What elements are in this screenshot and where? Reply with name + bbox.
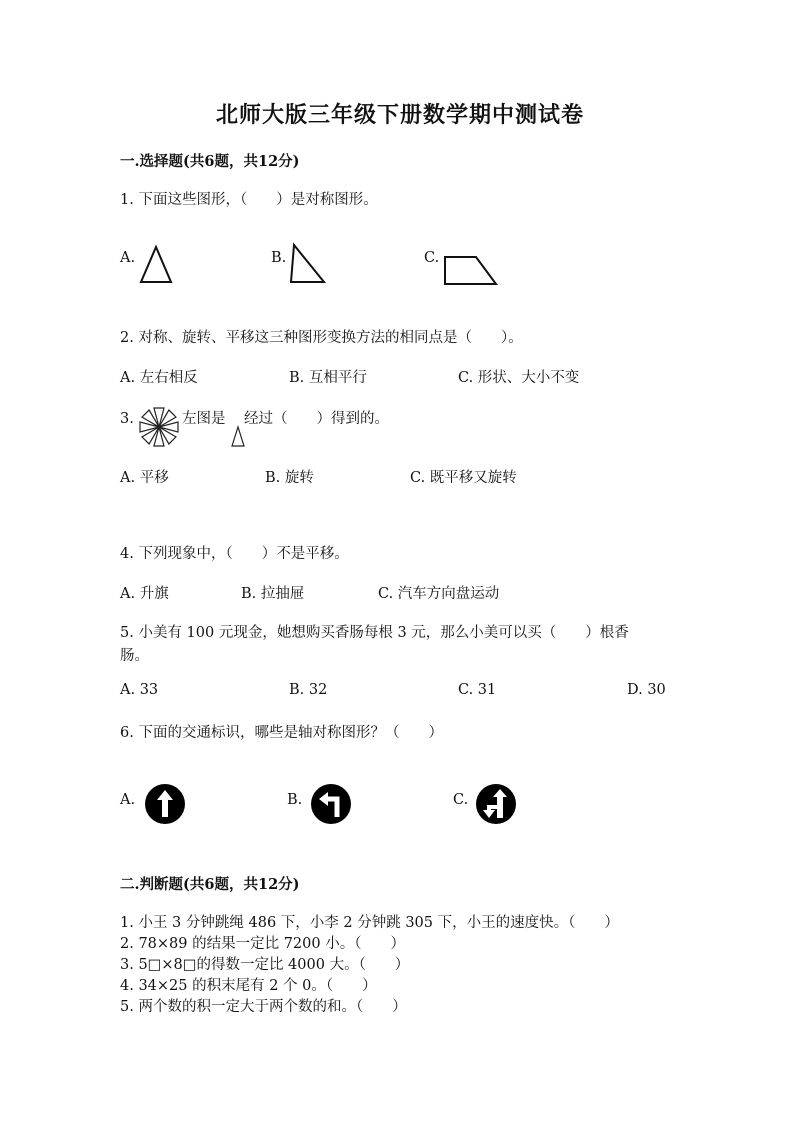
page-title: 北师大版三年级下册数学期中测试卷 <box>215 102 584 128</box>
question-2-option-c: C. 形状、大小不变 <box>458 370 580 386</box>
question-5-option-c: C. 31 <box>458 682 497 698</box>
straight-or-left-sign-icon <box>475 783 517 825</box>
section-heading-judgement: 二.判断题(共6题，共12分) <box>120 876 300 893</box>
question-2-option-a: A. 左右相反 <box>120 370 198 386</box>
question-2-option-b: B. 互相平行 <box>289 370 367 386</box>
straight-arrow-sign-icon <box>144 783 186 825</box>
question-4-text: 4. 下列现象中，（ ）不是平移。 <box>120 546 349 562</box>
question-1-option-a-label: A. <box>120 250 136 266</box>
question-5-option-d: D. 30 <box>627 682 666 698</box>
judgement-item-2: 2. 78×89 的结果一定比 7200 小。（ ） <box>120 936 405 952</box>
question-5-text-line1: 5. 小美有 100 元现金，她想购买香肠每根 3 元，那么小美可以买（ ）根香 <box>120 625 629 641</box>
judgement-item-1: 1. 小王 3 分钟跳绳 486 下，小李 2 分钟跳 305 下，小王的速度快。（ ） <box>120 915 619 931</box>
small-triangle-figure <box>231 426 245 448</box>
left-turn-sign-icon <box>310 783 352 825</box>
judgement-item-4: 4. 34×25 的积末尾有 2 个 0。（ ） <box>120 978 377 994</box>
question-3-number: 3. <box>120 411 134 427</box>
pinwheel-figure <box>137 407 181 447</box>
trapezoid-figure <box>442 256 498 286</box>
question-1-option-b-label: B. <box>271 250 287 266</box>
question-3-text-b: 经过（ ）得到的。 <box>244 411 389 427</box>
question-6-text: 6. 下面的交通标识，哪些是轴对称图形？（ ） <box>120 725 443 741</box>
judgement-item-3: 3. 5□×8□的得数一定比 4000 大。（ ） <box>120 957 410 973</box>
question-3-option-c: C. 既平移又旋转 <box>410 470 517 486</box>
judgement-item-5: 5. 两个数的积一定大于两个数的和。（ ） <box>120 999 407 1015</box>
scalene-triangle-figure <box>290 244 326 284</box>
question-6-option-c-label: C. <box>453 792 469 808</box>
question-6-option-b-label: B. <box>287 792 303 808</box>
question-1-text: 1. 下面这些图形，（ ）是对称图形。 <box>120 192 378 208</box>
question-1-option-c-label: C. <box>424 250 440 266</box>
question-2-text: 2. 对称、旋转、平移这三种图形变换方法的相同点是（ ）。 <box>120 330 523 346</box>
isosceles-triangle-figure <box>140 246 172 284</box>
question-5-option-a: A. 33 <box>120 682 159 698</box>
question-3-option-a: A. 平移 <box>120 470 169 486</box>
question-4-option-b: B. 拉抽屉 <box>241 586 305 602</box>
question-5-text-line2: 肠。 <box>120 648 149 664</box>
question-3-option-b: B. 旋转 <box>265 470 314 486</box>
question-4-option-c: C. 汽车方向盘运动 <box>378 586 500 602</box>
question-3-text-a: 左图是 <box>182 411 226 427</box>
question-6-option-a-label: A. <box>120 792 136 808</box>
question-5-option-b: B. 32 <box>289 682 328 698</box>
section-heading-choice: 一.选择题(共6题，共12分) <box>120 153 300 170</box>
question-4-option-a: A. 升旗 <box>120 586 169 602</box>
